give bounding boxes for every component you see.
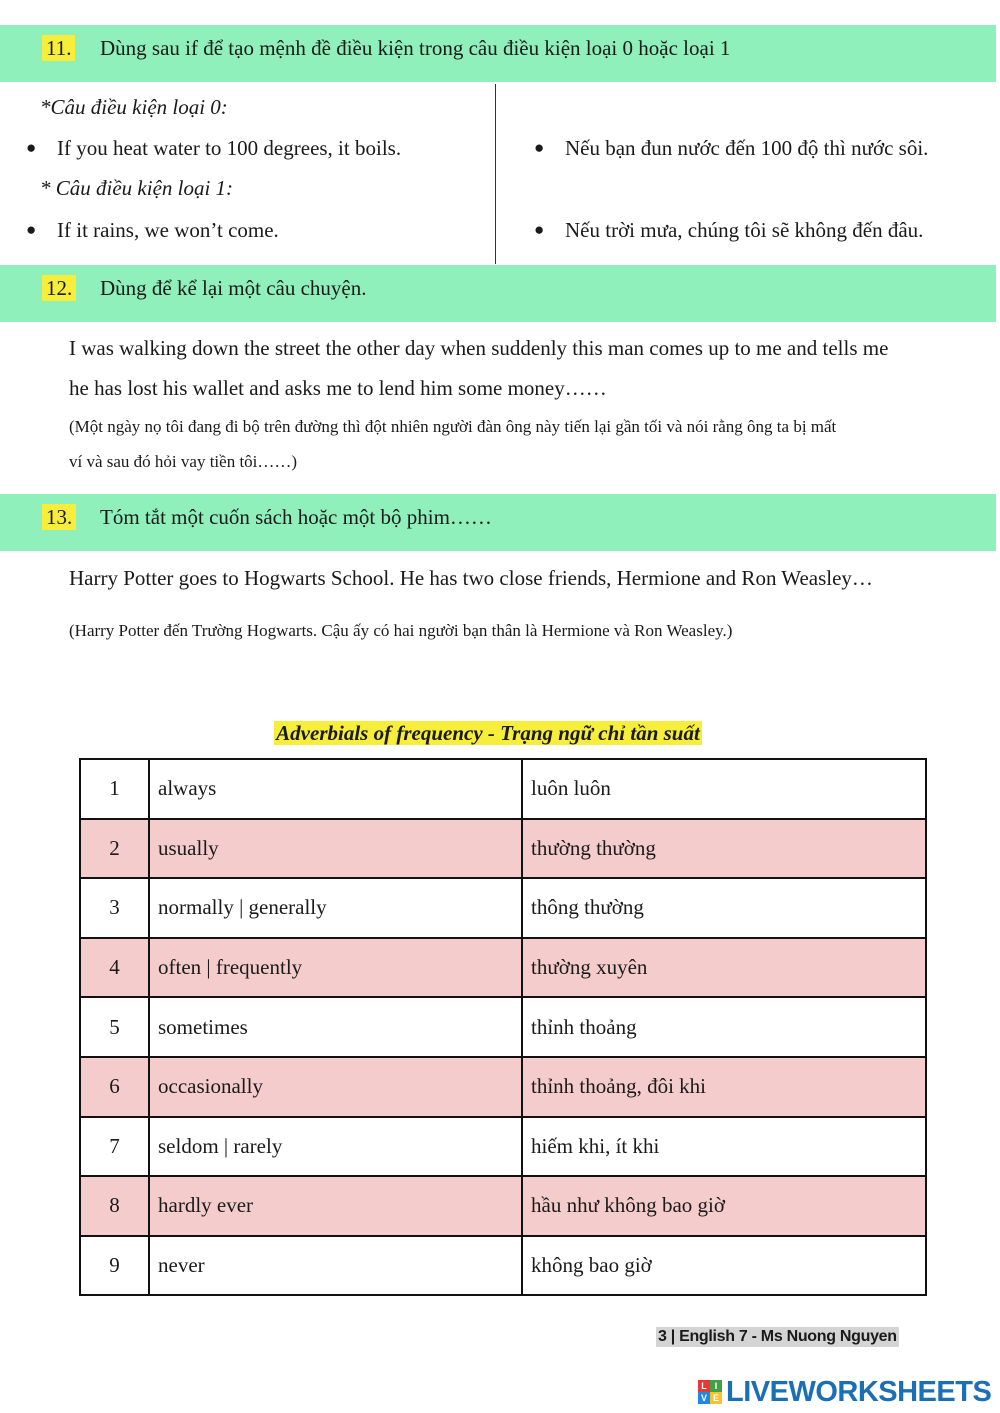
row-number: 9 bbox=[80, 1236, 149, 1296]
table-row bbox=[80, 1057, 926, 1117]
bullet-icon: ● bbox=[534, 138, 545, 157]
adverb-vietnamese: hiếm khi, ít khi bbox=[522, 1117, 926, 1177]
section-12-header bbox=[0, 265, 996, 322]
section-13-header bbox=[0, 494, 996, 551]
adverb-vietnamese: không bao giờ bbox=[522, 1236, 926, 1296]
logo-letter: I bbox=[710, 1380, 722, 1392]
adverb-vietnamese: hầu như không bao giờ bbox=[522, 1176, 926, 1236]
adverb-english: sometimes bbox=[149, 997, 522, 1057]
adverb-english: occasionally bbox=[149, 1057, 522, 1117]
table-row bbox=[80, 938, 926, 998]
logo-letter: V bbox=[698, 1392, 710, 1404]
adverb-english: always bbox=[149, 759, 522, 819]
row-number: 6 bbox=[80, 1057, 149, 1117]
story-line-2: he has lost his wallet and asks me to lend him some money…… bbox=[69, 376, 607, 400]
adverb-english: normally | generally bbox=[149, 878, 522, 938]
adverb-vietnamese: thỉnh thoảng, đôi khi bbox=[522, 1057, 926, 1117]
type1-example-en: If it rains, we won’t come. bbox=[57, 218, 279, 242]
section-13-title: Tóm tắt một cuốn sách hoặc một bộ phim…… bbox=[100, 505, 492, 529]
section-11-number: 11. bbox=[42, 35, 75, 61]
table-row bbox=[80, 1236, 926, 1296]
story-translation-2: ví và sau đó hỏi vay tiền tôi……) bbox=[69, 452, 298, 471]
story-line-1: I was walking down the street the other day when suddenly this man comes up to me and tells me bbox=[69, 336, 889, 360]
bullet-icon: ● bbox=[26, 138, 37, 157]
adverb-vietnamese: thỉnh thoảng bbox=[522, 997, 926, 1057]
table-row bbox=[80, 1176, 926, 1236]
adverb-english: often | frequently bbox=[149, 938, 522, 998]
adverb-vietnamese: thường xuyên bbox=[522, 938, 926, 998]
adverb-english: never bbox=[149, 1236, 522, 1296]
frequency-table bbox=[79, 758, 927, 1296]
adverb-vietnamese: thường thường bbox=[522, 819, 926, 879]
table-row bbox=[80, 759, 926, 819]
table-title bbox=[0, 718, 976, 748]
bullet-icon: ● bbox=[534, 220, 545, 239]
table-row bbox=[80, 997, 926, 1057]
row-number: 1 bbox=[80, 759, 149, 819]
type1-example-vi: Nếu trời mưa, chúng tôi sẽ không đến đâu. bbox=[565, 218, 924, 242]
logo-letter: E bbox=[710, 1392, 722, 1404]
type1-label: * Câu điều kiện loại 1: bbox=[40, 176, 234, 200]
type0-example-en: If you heat water to 100 degrees, it boils. bbox=[57, 136, 402, 160]
summary-translation: (Harry Potter đến Trường Hogwarts. Cậu ấy có hai người bạn thân là Hermione và Ron Weasley.) bbox=[69, 621, 733, 640]
table-row bbox=[80, 878, 926, 938]
adverb-vietnamese: luôn luôn bbox=[522, 759, 926, 819]
row-number: 7 bbox=[80, 1117, 149, 1177]
row-number: 4 bbox=[80, 938, 149, 998]
column-divider bbox=[495, 84, 496, 264]
page-footer: 3 | English 7 - Ms Nuong Nguyen bbox=[658, 1328, 897, 1345]
row-number: 8 bbox=[80, 1176, 149, 1236]
liveworksheets-icon bbox=[698, 1380, 722, 1404]
table-title-text: Adverbials of frequency - Trạng ngữ chỉ tần suất bbox=[276, 721, 700, 745]
section-12-title: Dùng để kể lại một câu chuyện. bbox=[100, 276, 367, 300]
section-12-number: 12. bbox=[42, 275, 76, 301]
table-row bbox=[80, 819, 926, 879]
table-row bbox=[80, 1117, 926, 1177]
section-11-title: Dùng sau if để tạo mệnh đề điều kiện trong câu điều kiện loại 0 hoặc loại 1 bbox=[100, 36, 731, 60]
section-11-header bbox=[0, 25, 996, 82]
type0-example-vi: Nếu bạn đun nước đến 100 độ thì nước sôi. bbox=[565, 136, 929, 160]
liveworksheets-logo[interactable] bbox=[698, 1375, 991, 1409]
adverb-vietnamese: thông thường bbox=[522, 878, 926, 938]
adverb-english: seldom | rarely bbox=[149, 1117, 522, 1177]
row-number: 3 bbox=[80, 878, 149, 938]
story-translation-1: (Một ngày nọ tôi đang đi bộ trên đường thì đột nhiên người đàn ông này tiến lại gần tối và nói rằng ông ta bị mất bbox=[69, 417, 837, 436]
summary-line-1: Harry Potter goes to Hogwarts School. He has two close friends, Hermione and Ron Weasley… bbox=[69, 566, 873, 590]
adverb-english: usually bbox=[149, 819, 522, 879]
liveworksheets-brand: LIVEWORKSHEETS bbox=[726, 1375, 992, 1408]
logo-letter: L bbox=[698, 1380, 710, 1392]
row-number: 5 bbox=[80, 997, 149, 1057]
section-13-number: 13. bbox=[42, 504, 76, 530]
row-number: 2 bbox=[80, 819, 149, 879]
adverb-english: hardly ever bbox=[149, 1176, 522, 1236]
type0-label: *Câu điều kiện loại 0: bbox=[40, 95, 228, 119]
bullet-icon: ● bbox=[26, 220, 37, 239]
